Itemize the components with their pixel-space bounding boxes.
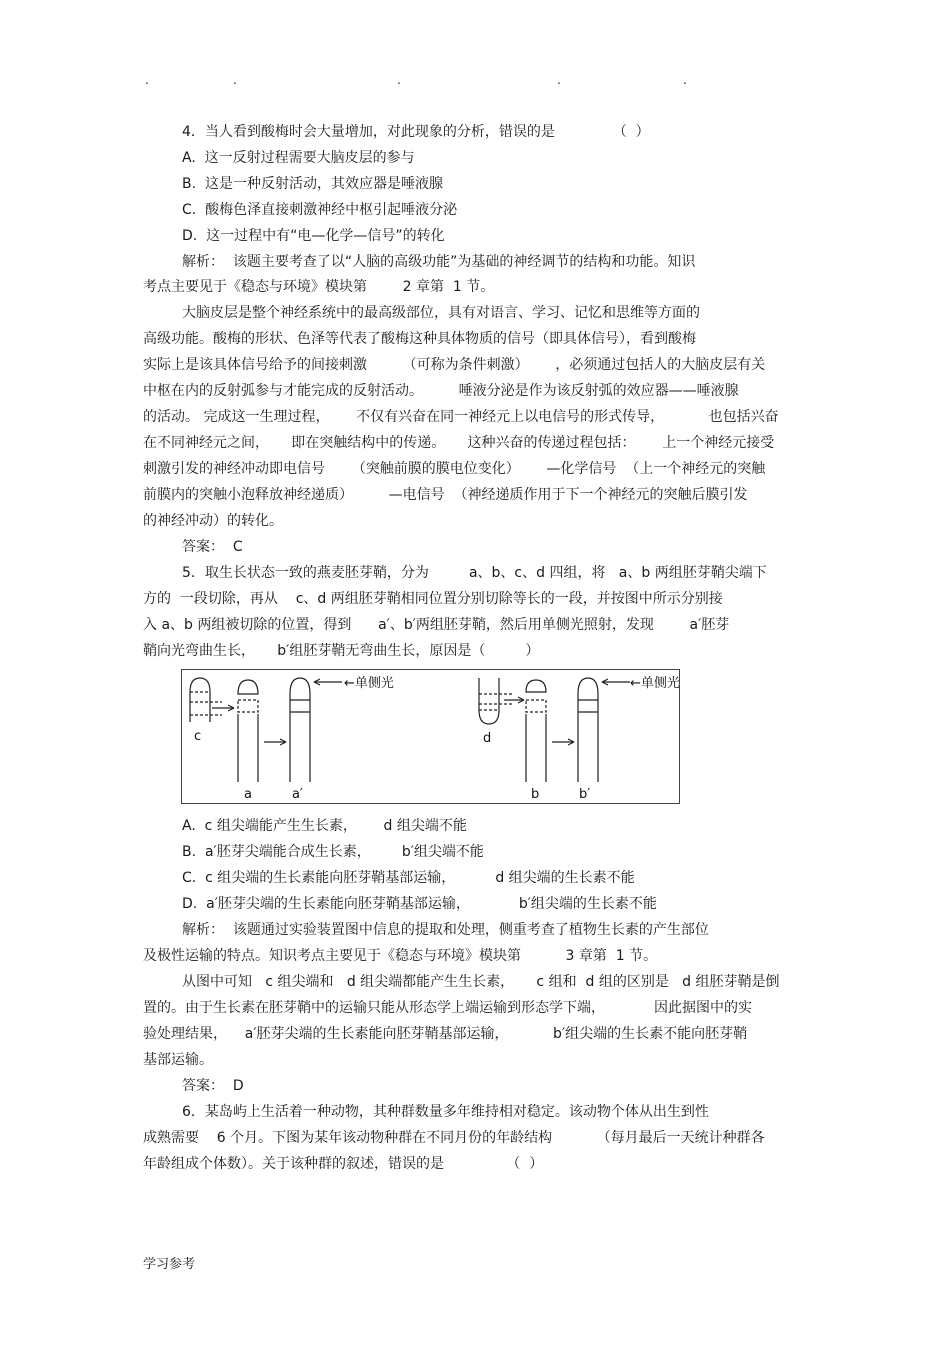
text-line: 刺激引发的神经冲动即电信号 （突触前膜的膜电位变化） —化学信号 （上一个神经元的突触 (143, 461, 766, 477)
text-line: 方的 一段切除，再从 c、d 两组胚芽鞘相同位置分别切除等长的一段，并按图中所示分别接 (143, 591, 723, 607)
text-line: 实际上是该具体信号给予的间接刺激 （可称为条件刺激） ，必须通过包括人的大脑皮层有关 (143, 357, 766, 373)
text-line: 4．当人看到酸梅时会大量增加，对此现象的分析，错误的是 （ ） (182, 124, 650, 140)
label-c: c (194, 729, 202, 744)
cut-segment (238, 700, 258, 712)
header-dot: . (683, 73, 687, 87)
label-b: b (531, 787, 540, 802)
header-dots (0, 73, 950, 85)
text-line: 在不同神经元之间， 即在突触结构中的传递。 这种兴奋的传递过程包括： 上一个神经元接受 (143, 435, 775, 451)
header-dot: . (233, 73, 237, 87)
text-line: 大脑皮层是整个神经系统中的最高级部位，具有对语言、学习、记忆和思维等方面的 (182, 305, 700, 321)
text-line: 成熟需要 6 个月。下图为某年该动物种群在不同月份的年龄结构 （每月最后一天统计种群各 (143, 1130, 765, 1146)
text-line: 的神经冲动）的转化。 (143, 513, 283, 529)
text-line: 考点主要见于《稳态与环境》模块第 2 章第 1 节。 (143, 279, 495, 295)
experiment-figure (181, 669, 680, 804)
header-dot: . (397, 73, 401, 87)
coleoptile-a-prime (290, 678, 310, 782)
light-label-left: ←单侧光 (344, 676, 394, 691)
text-line: A. 这一反射过程需要大脑皮层的参与 (182, 150, 415, 166)
text-line: 前膜内的突触小泡释放神经递质） —电信号 （神经递质作用于下一个神经元的突触后膜引发 (143, 487, 748, 503)
cut-tip-b (526, 680, 546, 692)
text-line: 解析： 该题通过实验装置图中信息的提取和处理，侧重考查了植物生长素的产生部位 (182, 922, 709, 938)
text-line: 年龄组成个体数）。关于该种群的叙述，错误的是 （ ） (143, 1156, 544, 1172)
text-line: D. 这一过程中有“电—化学—信号”的转化 (182, 228, 445, 244)
text-line: 解析： 该题主要考查了以“人脑的高级功能”为基础的神经调节的结构和功能。知识 (182, 254, 696, 270)
coleoptile-d (479, 678, 499, 724)
experiment-diagram (182, 670, 679, 803)
cut-tip (238, 680, 258, 694)
text-line: 答案： D (182, 1078, 244, 1094)
text-line: 鞘向光弯曲生长， b′组胚芽鞘无弯曲生长，原因是（ ） (143, 643, 540, 659)
text-line: 5．取生长状态一致的燕麦胚芽鞘，分为 a、b、c、d 四组，将 a、b 两组胚芽鞘尖端下 (182, 565, 767, 581)
text-line: 的活动。 完成这一生理过程， 不仅有兴奋在同一神经元上以电信号的形式传导， 也包括兴奋 (143, 409, 779, 425)
text-line: A. c 组尖端能产生生长素， d 组尖端不能 (182, 818, 467, 834)
footer-text: 学习参考 (143, 1257, 196, 1272)
label-d: d (483, 731, 492, 746)
text-line: 从图中可知 c 组尖端和 d 组尖端都能产生生长素， c 组和 d 组的区别是 d 组胚芽鞘是倒 (182, 974, 780, 990)
text-line: B. a′胚芽尖端能合成生长素， b′组尖端不能 (182, 844, 484, 860)
header-dot: . (145, 73, 149, 87)
text-line: D. a′胚芽尖端的生长素能向胚芽鞘基部运输， b′组尖端的生长素不能 (182, 896, 657, 912)
text-line: C. c 组尖端的生长素能向胚芽鞘基部运输， d 组尖端的生长素不能 (182, 870, 635, 886)
text-line: 高级功能。酸梅的形状、色泽等代表了酸梅这种具体物质的信号（即具体信号），看到酸梅 (143, 331, 696, 347)
text-line: 基部运输。 (143, 1052, 213, 1068)
text-line: B. 这是一种反射活动，其效应器是唾液腺 (182, 176, 443, 192)
text-line: 置的。由于生长素在胚芽鞘中的运输只能从形态学上端运输到形态学下端， 因此据图中的实 (143, 1000, 752, 1016)
label-b-prime: b′ (579, 787, 591, 802)
coleoptile-a (238, 714, 258, 782)
text-line: 答案： C (182, 539, 243, 555)
light-label-right: ←单侧光 (630, 676, 679, 691)
coleoptile-b (526, 714, 546, 782)
text-line: 6．某岛屿上生活着一种动物，其种群数量多年维持相对稳定。该动物个体从出生到性 (182, 1104, 709, 1120)
text-line: 验处理结果， a′胚芽尖端的生长素能向胚芽鞘基部运输， b′组尖端的生长素不能向胚芽鞘 (143, 1026, 748, 1042)
coleoptile-b-prime (578, 678, 598, 782)
text-line: 及极性运输的特点。知识考点主要见于《稳态与环境》模块第 3 章第 1 节。 (143, 948, 658, 964)
text-line: C. 酸梅色泽直接刺激神经中枢引起唾液分泌 (182, 202, 458, 218)
text-line: 入 a、b 两组被切除的位置，得到 a′、b′两组胚芽鞘，然后用单侧光照射，发现 a′胚芽 (143, 617, 730, 633)
cut-segment-d (526, 700, 546, 712)
label-a-prime: a′ (292, 787, 303, 802)
text-line: 中枢在内的反射弧参与才能完成的反射活动。 唾液分泌是作为该反射弧的效应器——唾液腺 (143, 383, 739, 399)
header-dot: . (557, 73, 561, 87)
label-a: a (244, 787, 252, 802)
